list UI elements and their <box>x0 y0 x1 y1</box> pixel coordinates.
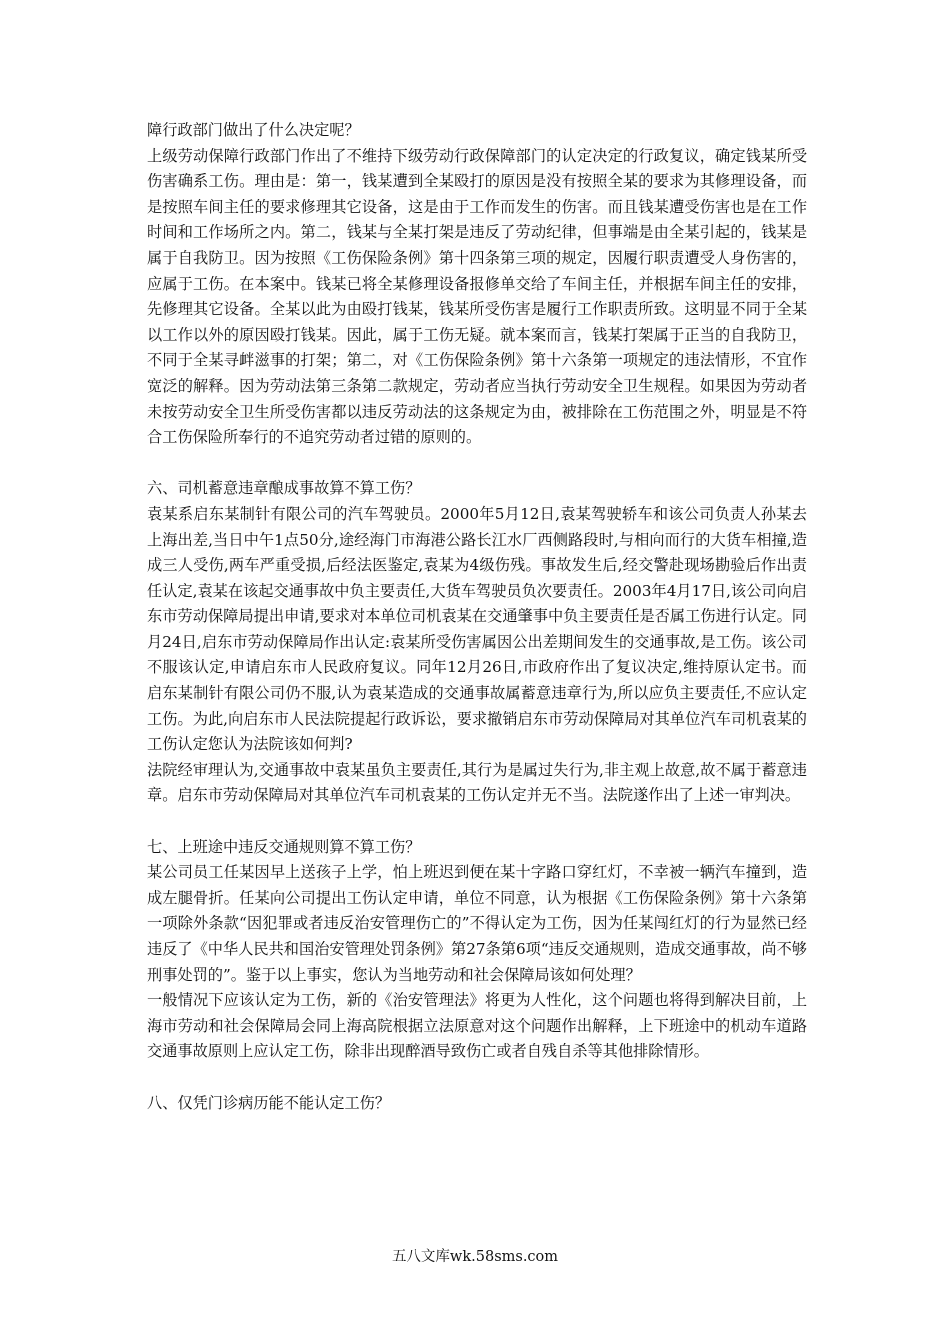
paragraph-gap <box>147 1065 807 1091</box>
section-6-heading: 六、司机蓄意违章酿成事故算不算工伤？ <box>147 479 421 498</box>
paragraph-gap <box>147 451 807 477</box>
section-7-heading: 七、上班途中违反交通规则算不算工伤？ <box>147 837 421 856</box>
section-8-heading: 八、仅凭门诊病历能不能认定工伤？ <box>147 1093 390 1112</box>
document-page <box>147 118 807 1116</box>
section-6-case: 袁某系启东某制针有限公司的汽车驾驶员。2000年5月12日,袁某驾驶轿车和该公司负责人孙某去上海出差,当日中午1点50分,途经海门市海港公路长江水厂西侧路段时,与相向而行的大货车相撞,造成三人受伤,两车严重受损,后经法医鉴定,袁某为4级伤残。事故发生后,经交警赴现场勘验后作出责任认定,袁某在该起交通事故中负主要责任,大货车驾驶员负次要责任。2003年4月17日,该公司向启东市劳动保障局提出申请,要求对本单位司机袁某在交通肇事中负主要责任是否属工伤进行认定。同月24日,启东市劳动保障局作出认定:袁某所受伤害属因公出差期间发生的交通事故,是工伤。该公司不服该认定,申请启东市人民政府复议。同年12月26日,市政府作出了复议决定,维持原认定书。而启东某制针有限公司仍不服,认为袁某造成的交通事故属蓄意违章行为,所以应负主要责任,不应认定工伤。为此,向启东市人民法院提起行政诉讼，要求撤销启东市劳动保障局对其单位汽车司机袁某的工伤认定您认为法院该如何判? <box>147 504 807 754</box>
intro-question-tail: 障行政部门做出了什么决定呢？ <box>147 121 360 139</box>
footer-watermark: 五八文库wk.58sms.com <box>391 1249 559 1265</box>
intro-answer-paragraph: 上级劳动保障行政部门作出了不维持下级劳动行政保障部门的认定决定的行政复议，确定钱某所受伤害确系工伤。理由是：第一，钱某遭到全某殴打的原因是没有按照全某的要求为其修理设备，而是按照车间主任的要求修理其它设备，这是由于工作而发生的伤害。而且钱某遭受伤害也是在工作时间和工作场所之内。第二，钱某与全某打架是违反了劳动纪律，但事端是由全某引起的，钱某是属于自我防卫。因为按照《工伤保险条例》第十四条第三项的规定，因履行职责遭受人身伤害的，应属于工伤。在本案中。钱某已将全某修理设备报修单交给了车间主任，并根据车间主任的安排，先修理其它设备。全某以此为由殴打钱某，钱某所受伤害是履行工作职责所致。这明显不同于全某以工作以外的原因殴打钱某。因此，属于工伤无疑。就本案而言，钱某打架属于正当的自我防卫，不同于全某寻衅滋事的打架；第二，对《工伤保险条例》第十六条第一项规定的违法情形，不宜作宽泛的解释。因为劳动法第三条第二款规定，劳动者应当执行劳动安全卫生规程。如果因为劳动者未按劳动安全卫生所受伤害都以违反劳动法的这条规定为由，被排除在工伤范围之外，明显是不符合工伤保险所奉行的不追究劳动者过错的原则的。 <box>147 146 807 447</box>
section-7-case: 某公司员工任某因早上送孩子上学，怕上班迟到便在某十字路口穿红灯，不幸被一辆汽车撞到，造成左腿骨折。任某向公司提出工伤认定申请，单位不同意，认为根据《工伤保险条例》第十六条第一项除外条款“因犯罪或者违反治安管理伤亡的”不得认定为工伤，因为任某闯红灯的行为显然已经违反了《中华人民共和国治安管理处罚条例》第27条第6项“违反交通规则，造成交通事故，尚不够刑事处罚的”。鉴于以上事实，您认为当地劳动和社会保障局该如何处理？ <box>147 863 807 984</box>
section-6-answer: 法院经审理认为,交通事故中袁某虽负主要责任,其行为是属过失行为,非主观上故意,故不属于蓄意违章。启东市劳动保障局对其单位汽车司机袁某的工伤认定并无不当。法院遂作出了上述一审判决。 <box>147 760 807 805</box>
section-7-answer: 一般情况下应该认定为工伤，新的《治安管理法》将更为人性化，这个问题也将得到解决目前，上海市劳动和社会保障局会同上海高院根据立法原意对这个问题作出解释，上下班途中的机动车道路交通事故原则上应认定工伤，除非出现醉酒导致伤亡或者自残自杀等其他排除情形。 <box>147 991 807 1061</box>
paragraph-gap <box>147 809 807 835</box>
